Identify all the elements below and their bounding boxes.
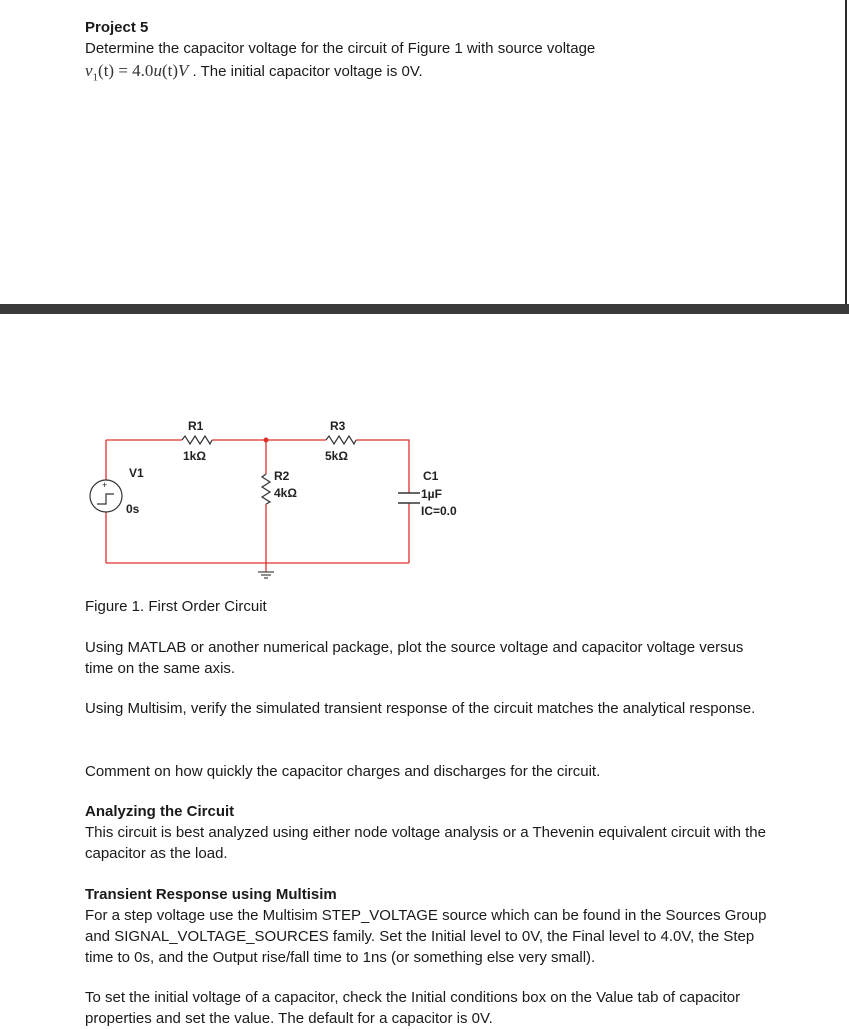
wire-r3-to-c1 xyxy=(356,440,409,493)
intro-line-2: $v_1(t) = 4.0u(t)V$ . The initial capacitor voltage is 0V. xyxy=(85,61,423,84)
c1-ic: IC=0.0 xyxy=(421,504,457,518)
intro-line-1: Determine the capacitor voltage for the circuit of Figure 1 with source voltage xyxy=(85,40,596,57)
page-divider xyxy=(0,304,849,314)
multisim-verify-paragraph: Using Multisim, verify the simulated transient response of the circuit matches the analytical response. xyxy=(85,700,756,717)
matlab-paragraph: Using MATLAB or another numerical package, plot the source voltage and capacitor voltage versus time on the same axis. xyxy=(85,639,744,677)
project-title: Project 5 xyxy=(85,19,149,36)
r1-name: R1 xyxy=(188,419,204,433)
ground-icon xyxy=(258,572,274,578)
resistor-r3 xyxy=(326,436,356,444)
page-edge xyxy=(845,0,847,304)
r3-value: 5kΩ xyxy=(325,449,348,463)
r1-value: 1kΩ xyxy=(183,449,206,463)
c1-value: 1µF xyxy=(421,487,442,501)
junction-node xyxy=(264,438,269,443)
source-equation: $v_1(t) = 4.0u(t)V$ xyxy=(85,61,189,84)
comment-paragraph: Comment on how quickly the capacitor charges and discharges for the circuit. xyxy=(85,763,601,780)
resistor-r1 xyxy=(182,436,212,444)
v1-name: V1 xyxy=(129,466,144,480)
resistor-r2 xyxy=(262,474,270,504)
transient-body: For a step voltage use the Multisim STEP_VOLTAGE source which can be found in the Sources Group and SIGNAL_VOLTAGE_SOURCES family. Set the Initial level to 0V, the Final level to 4.0V, the Step time to 0s, and the Output rise/fall time to 1ns (or something else very small). xyxy=(85,907,767,966)
r2-name: R2 xyxy=(274,469,290,483)
source-plus-sign: + xyxy=(102,480,108,490)
r3-name: R3 xyxy=(330,419,346,433)
figure-caption: Figure 1. First Order Circuit xyxy=(85,598,267,615)
r2-value: 4kΩ xyxy=(274,486,297,500)
analyzing-body: This circuit is best analyzed using either node voltage analysis or a Thevenin equivalent circuit with the capacitor as the load. xyxy=(85,824,766,862)
c1-name: C1 xyxy=(423,469,439,483)
transient-heading: Transient Response using Multisim xyxy=(85,886,337,903)
analyzing-heading: Analyzing the Circuit xyxy=(85,803,235,820)
v1-delay: 0s xyxy=(126,502,140,516)
initial-voltage-paragraph: To set the initial voltage of a capacitor, check the Initial conditions box on the Value tab of capacitor properties and set the value. The default for a capacitor is 0V. xyxy=(85,989,741,1027)
